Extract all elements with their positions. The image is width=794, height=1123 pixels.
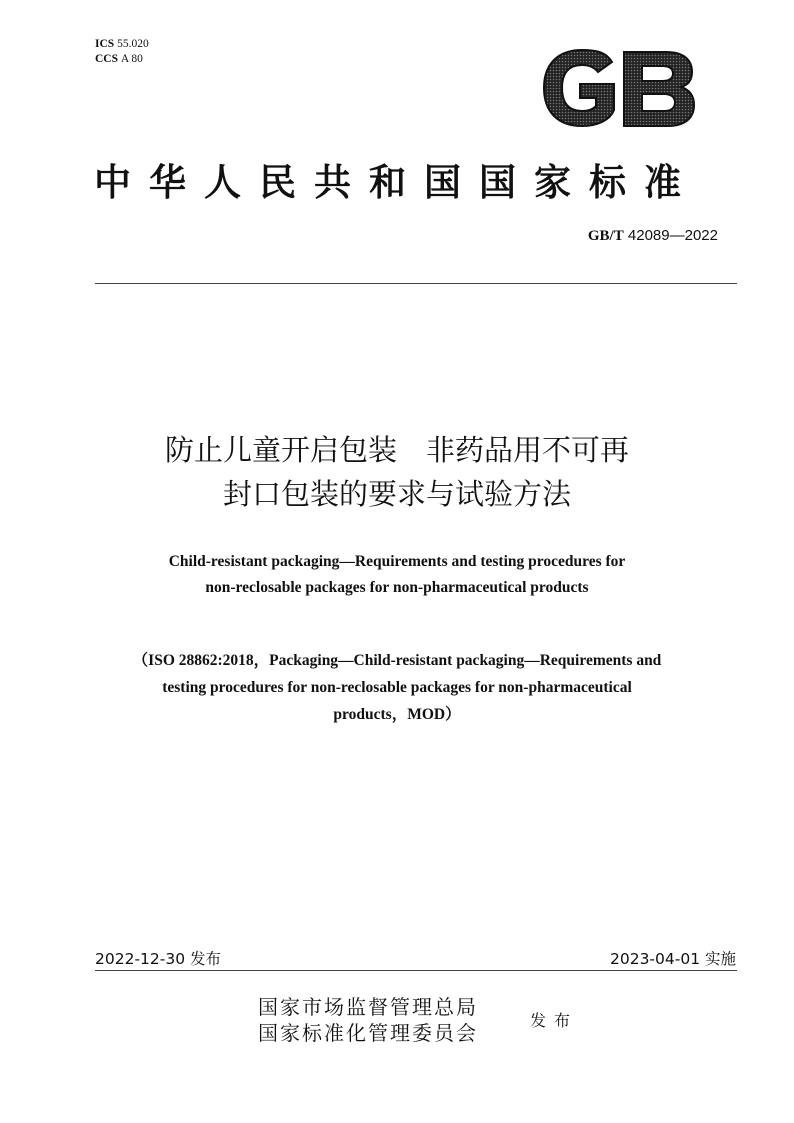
ccs-value: A 80 — [120, 53, 143, 65]
standard-prefix: GB/T — [587, 228, 624, 244]
chinese-title-line2: 封口包装的要求与试验方法 — [222, 477, 571, 511]
chinese-title-line1: 防止儿童开启包装 非药品用不可再 — [164, 433, 629, 467]
gb-logo — [540, 48, 696, 128]
iso-reference-line1: （ISO 28862:2018，Packaging—Child-resistant packaging—Requirements and — [132, 652, 662, 669]
classification-codes — [95, 37, 149, 67]
iso-reference — [0, 647, 794, 728]
ics-value: 55.020 — [117, 38, 149, 50]
chinese-title — [0, 428, 794, 516]
english-title-line1: Child-resistant packaging—Requirements and testing procedures for — [168, 553, 626, 570]
iso-reference-line2: testing procedures for non-reclosable packages for non-pharmaceutical — [162, 679, 632, 696]
iso-reference-line3: products，MOD） — [333, 706, 461, 723]
header-divider — [95, 283, 737, 284]
publisher-line2: 国家标准化管理委员会 — [258, 1021, 478, 1045]
issue-date: 2022-12-30 发布 — [95, 950, 222, 968]
footer-divider — [95, 970, 737, 971]
publishers — [258, 994, 478, 1046]
standard-number — [588, 227, 718, 245]
ccs-code — [95, 52, 149, 67]
publisher-line1: 国家市场监督管理总局 — [258, 995, 478, 1019]
english-title — [0, 549, 794, 601]
standard-code: 42089—2022 — [627, 227, 718, 244]
ccs-label: CCS — [95, 53, 119, 65]
publish-label: 发布 — [530, 1011, 579, 1030]
ics-label: ICS — [95, 38, 115, 50]
ics-code — [95, 37, 149, 52]
implementation-date: 2023-04-01 实施 — [609, 950, 736, 968]
issuing-country-standard-title: 中华人民共和国国家标准 — [94, 161, 699, 204]
english-title-line2: non-reclosable packages for non-pharmaceutical products — [205, 579, 589, 596]
